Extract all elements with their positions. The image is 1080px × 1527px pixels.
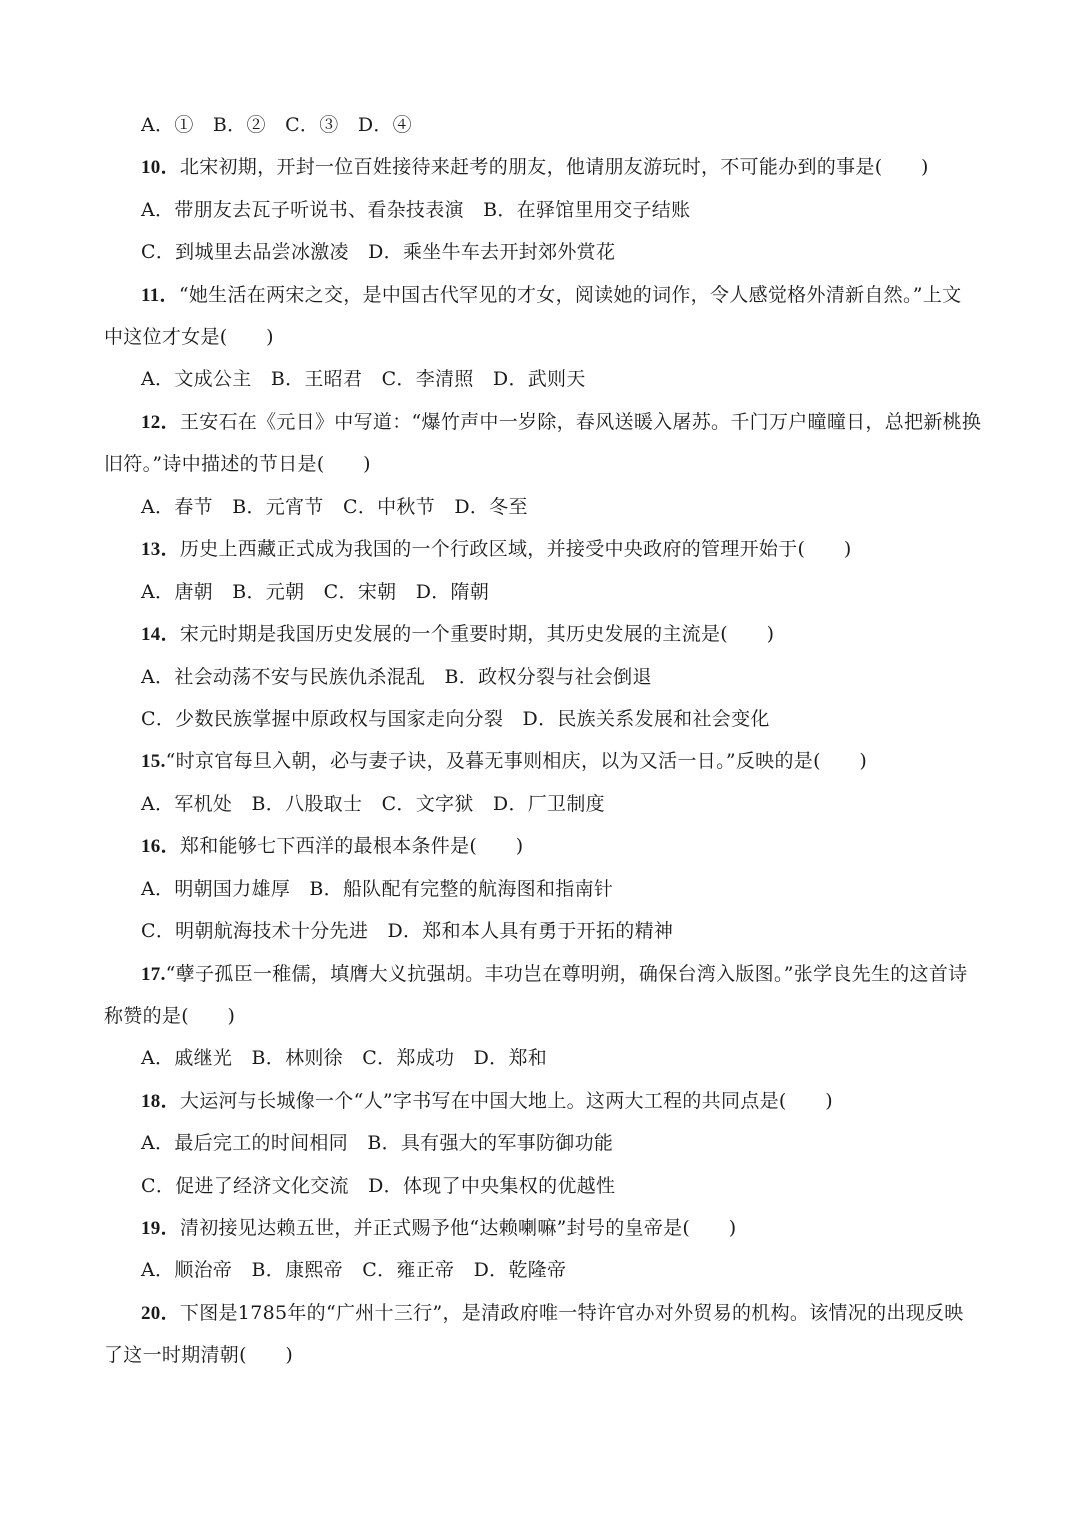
- question-14-stem: [141, 621, 774, 648]
- question-text: 郑和能够七下西洋的最根本条件是( ): [179, 835, 524, 857]
- question-text: “孽子孤臣一稚儒，填膺大义抗强胡。丰功岂在尊明朔，确保台湾入版图。”张学良先生的这首诗: [165, 963, 968, 985]
- question-number: 13．: [141, 539, 180, 560]
- question-10-stem: [141, 154, 929, 181]
- top-options: A．① B．② C．③ D．④: [141, 114, 412, 136]
- question-14-options-line-2: C．少数民族掌握中原政权与国家走向分裂 D．民族关系发展和社会变化: [141, 708, 770, 730]
- question-19-stem: [141, 1215, 736, 1242]
- question-text: 清初接见达赖五世，并正式赐予他“达赖喇嘛”封号的皇帝是( ): [179, 1217, 737, 1239]
- question-number: 16．: [141, 836, 180, 857]
- question-18-options-line-1: A．最后完工的时间相同 B．具有强大的军事防御功能: [141, 1132, 614, 1154]
- question-20-stem: [141, 1300, 964, 1327]
- question-10-options-line-1: A．带朋友去瓦子听说书、看杂技表演 B．在驿馆里用交子结账: [141, 199, 691, 221]
- question-number: 17.: [141, 964, 166, 985]
- question-12-options: A．春节 B．元宵节 C．中秋节 D．冬至: [141, 496, 528, 518]
- question-18-stem: [141, 1088, 833, 1115]
- question-number: 12．: [141, 412, 180, 433]
- question-17-stem-continued: 称赞的是( ): [104, 1005, 236, 1027]
- question-number: 10．: [141, 157, 180, 178]
- question-text: 王安石在《元日》中写道：“爆竹声中一岁除，春风送暖入屠苏。千门万户曈曈日，总把新桃换: [179, 411, 982, 433]
- question-text: 历史上西藏正式成为我国的一个行政区域，并接受中央政府的管理开始于( ): [179, 538, 852, 560]
- question-11-stem-continued: 中这位才女是( ): [104, 326, 274, 348]
- question-16-options-line-1: A．明朝国力雄厚 B．船队配有完整的航海图和指南针: [141, 878, 614, 900]
- question-12-stem-continued: 旧符。”诗中描述的节日是( ): [104, 453, 371, 475]
- question-number: 14．: [141, 624, 180, 645]
- question-19-options: A．顺治帝 B．康熙帝 C．雍正帝 D．乾隆帝: [141, 1259, 567, 1281]
- question-text: 大运河与长城像一个“人”字书写在中国大地上。这两大工程的共同点是( ): [179, 1090, 833, 1112]
- question-text: 宋元时期是我国历史发展的一个重要时期，其历史发展的主流是( ): [179, 623, 775, 645]
- question-15-stem: [141, 748, 867, 775]
- question-number: 19．: [141, 1218, 180, 1239]
- question-16-options-line-2: C．明朝航海技术十分先进 D．郑和本人具有勇于开拓的精神: [141, 920, 674, 942]
- question-10-options-line-2: C．到城里去品尝冰激凌 D．乘坐牛车去开封郊外赏花: [141, 241, 616, 263]
- question-number: 20．: [141, 1303, 180, 1324]
- question-number: 18．: [141, 1091, 180, 1112]
- question-17-stem: [141, 961, 968, 988]
- question-12-stem: [141, 409, 981, 436]
- question-text: 下图是1785年的“广州十三行”，是清政府唯一特许官办对外贸易的机构。该情况的出现反映: [179, 1302, 964, 1324]
- question-11-stem: [141, 282, 961, 309]
- question-15-options: A．军机处 B．八股取士 C．文字狱 D．厂卫制度: [141, 793, 605, 815]
- question-14-options-line-1: A．社会动荡不安与民族仇杀混乱 B．政权分裂与社会倒退: [141, 666, 652, 688]
- question-text: “她生活在两宋之交，是中国古代罕见的才女，阅读她的词作，令人感觉格外清新自然。”上文: [178, 284, 962, 306]
- question-13-stem: [141, 536, 852, 563]
- question-17-options: A．戚继光 B．林则徐 C．郑成功 D．郑和: [141, 1047, 548, 1069]
- question-18-options-line-2: C．促进了经济文化交流 D．体现了中央集权的优越性: [141, 1175, 616, 1197]
- question-number: 11．: [141, 285, 179, 306]
- question-20-stem-continued: 了这一时期清朝( ): [104, 1344, 294, 1366]
- question-text: “时京官每旦入朝，必与妻子诀，及暮无事则相庆，以为又活一日。”反映的是( ): [165, 750, 868, 772]
- question-13-options: A．唐朝 B．元朝 C．宋朝 D．隋朝: [141, 581, 490, 603]
- question-number: 15.: [141, 751, 166, 772]
- question-16-stem: [141, 833, 523, 860]
- question-11-options: A．文成公主 B．王昭君 C．李清照 D．武则天: [141, 368, 586, 390]
- question-text: 北宋初期，开封一位百姓接待来赶考的朋友，他请朋友游玩时，不可能办到的事是( ): [179, 156, 929, 178]
